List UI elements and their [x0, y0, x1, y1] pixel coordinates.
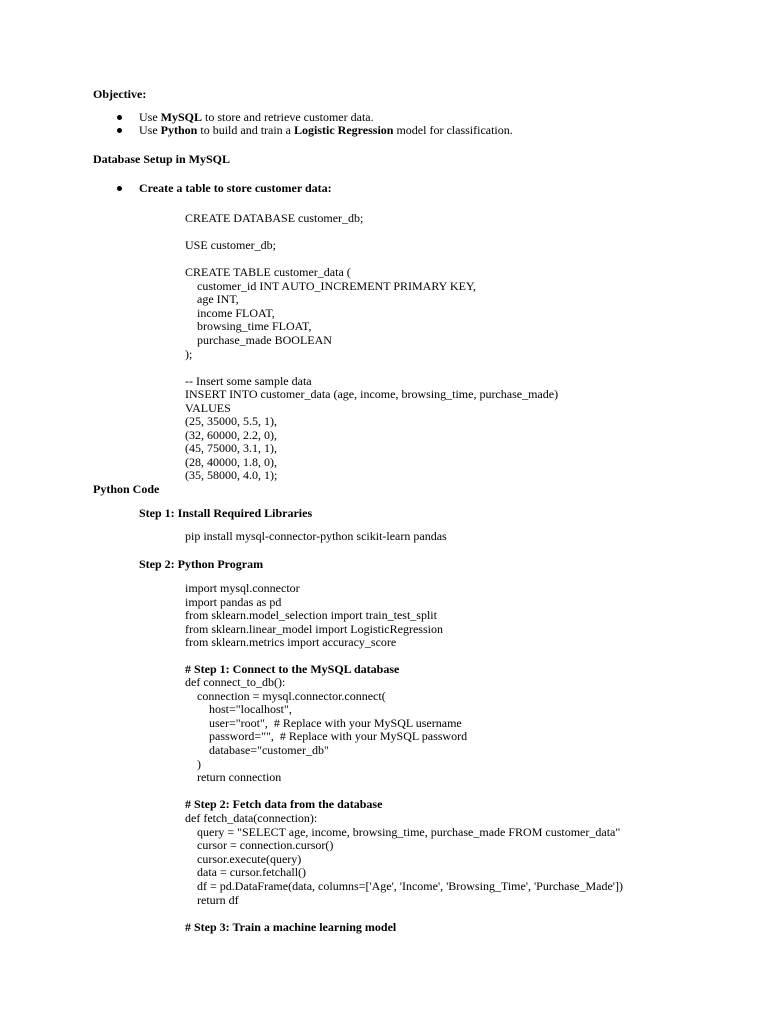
code-line: import pandas as pd — [185, 594, 282, 609]
code-line: ) — [185, 756, 201, 771]
code-line: from sklearn.linear_model import LogisticRegression — [185, 621, 443, 636]
code-line: purchase_made BOOLEAN — [185, 332, 332, 347]
bullet-bold-text: Logistic Regression — [294, 123, 394, 137]
comment-step2: # Step 2: Fetch data from the database — [185, 797, 383, 811]
bullet-text: to store and retrieve customer data. — [202, 110, 374, 124]
code-line: connection = mysql.connector.connect( — [185, 688, 386, 703]
code-line: def fetch_data(connection): — [185, 811, 318, 825]
code-line: USE customer_db; — [185, 238, 276, 253]
code-line: ); — [185, 346, 193, 361]
db-setup-heading: Database Setup in MySQL — [93, 152, 231, 166]
objective-bullet-1 — [139, 110, 374, 124]
code-line: return connection — [185, 770, 282, 785]
bullet-text: to build and train a — [197, 123, 295, 137]
bullet-dot — [117, 115, 122, 120]
objective-heading: Objective: — [93, 87, 147, 101]
code-line: INSERT INTO customer_data (age, income, browsing_time, purchase_made) — [185, 387, 559, 402]
code-line: import mysql.connector — [185, 581, 300, 595]
code-line: cursor.execute(query) — [185, 851, 302, 866]
code-line: user="root", # Replace with your MySQL username — [185, 715, 462, 730]
python-heading: Python Code — [93, 482, 160, 496]
code-line: age INT, — [185, 292, 239, 307]
step1-code: pip install mysql-connector-python scikit-learn pandas — [185, 529, 447, 543]
objective-bullet-2 — [139, 123, 513, 137]
code-line: VALUES — [185, 400, 231, 415]
code-line: df = pd.DataFrame(data, columns=['Age', 'Income', 'Browsing_Time', 'Purchase_Made']) — [185, 879, 623, 893]
code-line: CREATE TABLE customer_data ( — [185, 265, 351, 280]
bullet-text: Use — [139, 110, 161, 124]
code-line: query = "SELECT age, income, browsing_time, purchase_made FROM customer_data" — [185, 824, 621, 839]
code-line: (35, 58000, 4.0, 1); — [185, 468, 278, 483]
code-line: browsing_time FLOAT, — [185, 319, 312, 334]
code-line: customer_id INT AUTO_INCREMENT PRIMARY KEY, — [185, 278, 477, 293]
comment-step3: # Step 3: Train a machine learning model — [185, 920, 397, 934]
bullet-text: Use — [139, 123, 161, 137]
bullet-dot — [117, 186, 122, 191]
step1-title: Step 1: Install Required Libraries — [139, 506, 313, 520]
bullet-bold-text: MySQL — [160, 110, 203, 124]
code-line: from sklearn.metrics import accuracy_score — [185, 635, 397, 650]
code-line: data = cursor.fetchall() — [185, 865, 307, 880]
code-line: host="localhost", — [185, 702, 292, 717]
code-line: income FLOAT, — [185, 305, 275, 320]
code-line: cursor = connection.cursor() — [185, 838, 334, 853]
code-line: from sklearn.model_selection import train_test_split — [185, 608, 437, 623]
code-line: password="", # Replace with your MySQL password — [185, 729, 468, 744]
code-line: -- Insert some sample data — [185, 373, 312, 388]
bullet-text: model for classification. — [393, 123, 513, 137]
step2-title: Step 2: Python Program — [139, 557, 264, 571]
code-line: return df — [185, 892, 239, 907]
bullet-dot — [117, 128, 122, 133]
code-line: def connect_to_db(): — [185, 675, 286, 689]
db-setup-bullet: Create a table to store customer data: — [139, 181, 332, 195]
code-line: (28, 40000, 1.8, 0), — [185, 454, 277, 469]
code-line: CREATE DATABASE customer_db; — [185, 211, 364, 225]
code-line: (45, 75000, 3.1, 1), — [185, 441, 277, 456]
code-line: (32, 60000, 2.2, 0), — [185, 427, 277, 442]
bullet-bold-text: Python — [160, 123, 198, 137]
comment-step1: # Step 1: Connect to the MySQL database — [185, 662, 400, 676]
code-line: (25, 35000, 5.5, 1), — [185, 414, 277, 429]
code-line: database="customer_db" — [185, 743, 329, 757]
